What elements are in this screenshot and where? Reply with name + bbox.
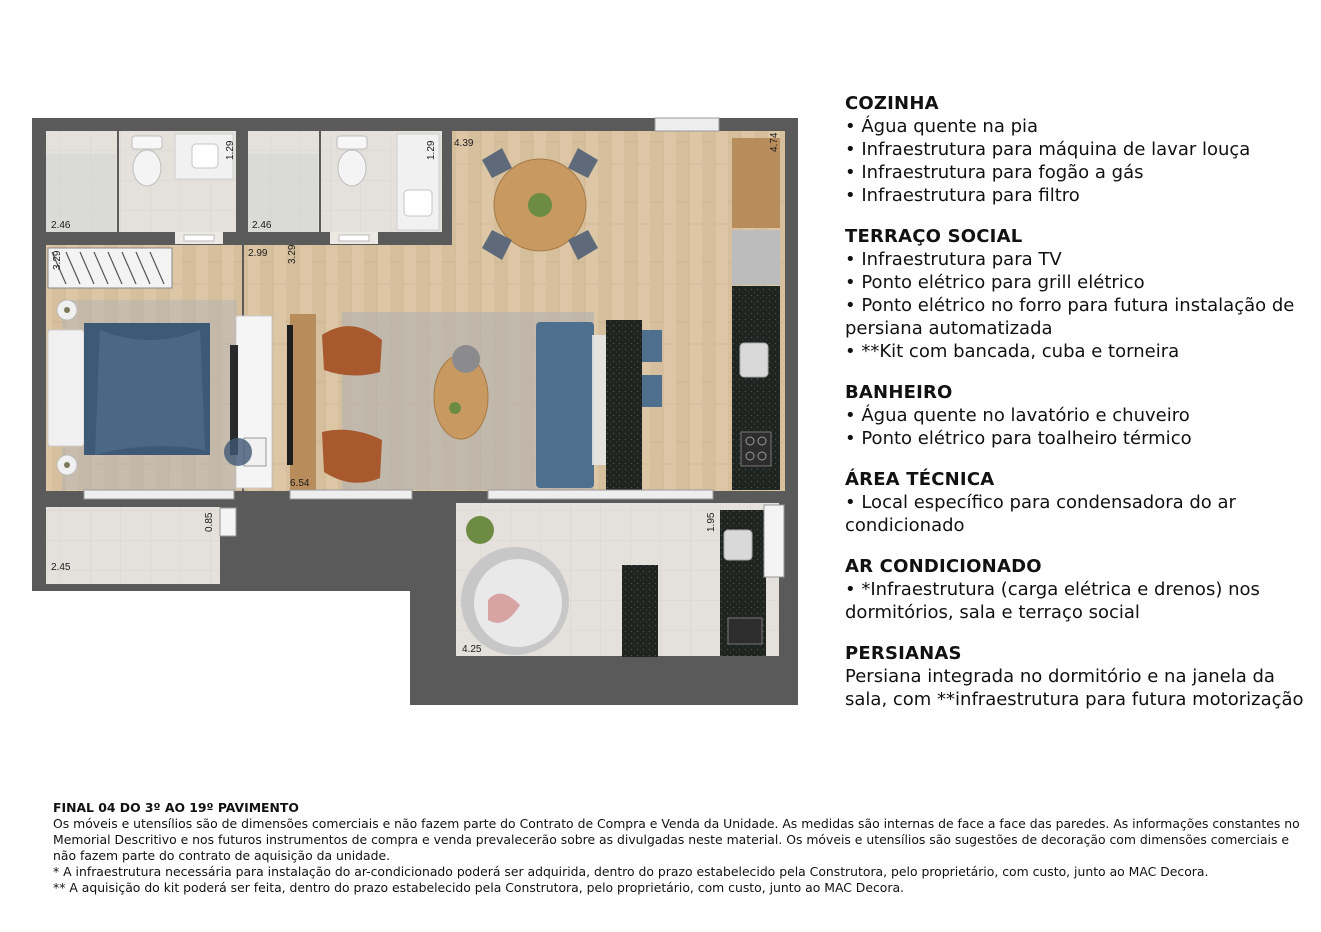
bathroom-1 <box>46 131 236 244</box>
legend-item: • Infraestrutura para fogão a gás <box>845 162 1144 183</box>
notes-body: Os móveis e utensílios são de dimensões comerciais e não fazem parte do Contrato de Compra e Venda da Unidade. As medidas são internas de face a face das paredes. As informações constantes no Memorial Descritivo e nos futuros instrumentos de compra e venda prevalecerão sobre as divulgadas neste material. Os móveis e utensílios são sugestões de decoração com dimensões comerciais e não fazem parte do contrato de aquisição da unidade. <box>53 816 1300 863</box>
legend-section-title: BANHEIRO <box>845 382 953 403</box>
notes-heading: FINAL 04 DO 3º AO 19º PAVIMENTO <box>53 800 299 815</box>
dim-hall-a: 2.99 <box>248 248 268 259</box>
legend-item: • Ponto elétrico para toalheiro térmico <box>845 428 1192 449</box>
dining-area <box>482 148 598 260</box>
dim-terrace-b: 4.25 <box>462 644 482 655</box>
dim-bath1-ceiling: 1.29 <box>225 140 236 160</box>
legend-section-title: COZINHA <box>845 93 939 114</box>
legend-section-title: AR CONDICIONADO <box>845 556 1042 577</box>
dim-kitchen-top: 4.39 <box>454 138 474 149</box>
bedroom <box>46 245 272 491</box>
dim-hall-b: 3.29 <box>287 244 298 264</box>
features-legend <box>845 92 1305 729</box>
legend-item: • Ponto elétrico no forro para futura instalação de persiana automatizada <box>845 295 1295 339</box>
legend-item: • *Infraestrutura (carga elétrica e drenos) nos dormitórios, sala e terraço social <box>845 579 1260 623</box>
legend-section-ar-condicionado <box>845 555 1305 624</box>
living-room <box>287 312 662 490</box>
legend-item: Persiana integrada no dormitório e na janela da sala, com **infraestrutura para futura motorização <box>845 666 1304 710</box>
kitchen-counter <box>732 138 780 490</box>
legend-section-terraco-social <box>845 225 1305 363</box>
legend-item: • Infraestrutura para TV <box>845 249 1062 270</box>
dim-service-b: 2.45 <box>51 562 71 573</box>
bathroom-2 <box>248 131 442 244</box>
legend-item: • Infraestrutura para filtro <box>845 185 1080 206</box>
dim-service-a: 0.85 <box>204 512 215 532</box>
legend-item: • Infraestrutura para máquina de lavar louça <box>845 139 1251 160</box>
dim-terrace-a: 1.95 <box>706 512 717 532</box>
legend-section-area-tecnica <box>845 468 1305 537</box>
disclaimer-notes <box>53 800 1313 896</box>
dim-bath1-floor: 2.46 <box>51 220 71 231</box>
legend-section-title: ÁREA TÉCNICA <box>845 469 995 490</box>
legend-section-title: PERSIANAS <box>845 643 962 664</box>
floor-plan <box>0 0 810 720</box>
dim-bath2-ceiling: 1.29 <box>426 140 437 160</box>
legend-section-title: TERRAÇO SOCIAL <box>845 226 1023 247</box>
legend-item: • Ponto elétrico para grill elétrico <box>845 272 1145 293</box>
legend-section-cozinha <box>845 92 1305 207</box>
footnote-1: * A infraestrutura necessária para instalação do ar-condicionado poderá ser adquirida, dentro do prazo estabelecido pela Construtora, pelo proprietário, com custo, junto ao MAC Decora. <box>53 864 1209 879</box>
legend-item: • **Kit com bancada, cuba e torneira <box>845 341 1180 362</box>
legend-section-persianas <box>845 642 1305 711</box>
legend-item: • Água quente na pia <box>845 116 1039 137</box>
dim-kitchen-right: 4.74 <box>769 132 780 152</box>
dim-bath2-floor: 2.46 <box>252 220 272 231</box>
legend-section-banheiro <box>845 381 1305 450</box>
dim-living: 6.54 <box>290 478 310 489</box>
legend-item: • Água quente no lavatório e chuveiro <box>845 405 1190 426</box>
dim-closet: 3.29 <box>52 250 63 270</box>
footnote-2: ** A aquisição do kit poderá ser feita, dentro do prazo estabelecido pela Construtora, pelo proprietário, com custo, junto ao MAC Decora. <box>53 880 904 895</box>
legend-item: • Local específico para condensadora do ar condicionado <box>845 492 1236 536</box>
